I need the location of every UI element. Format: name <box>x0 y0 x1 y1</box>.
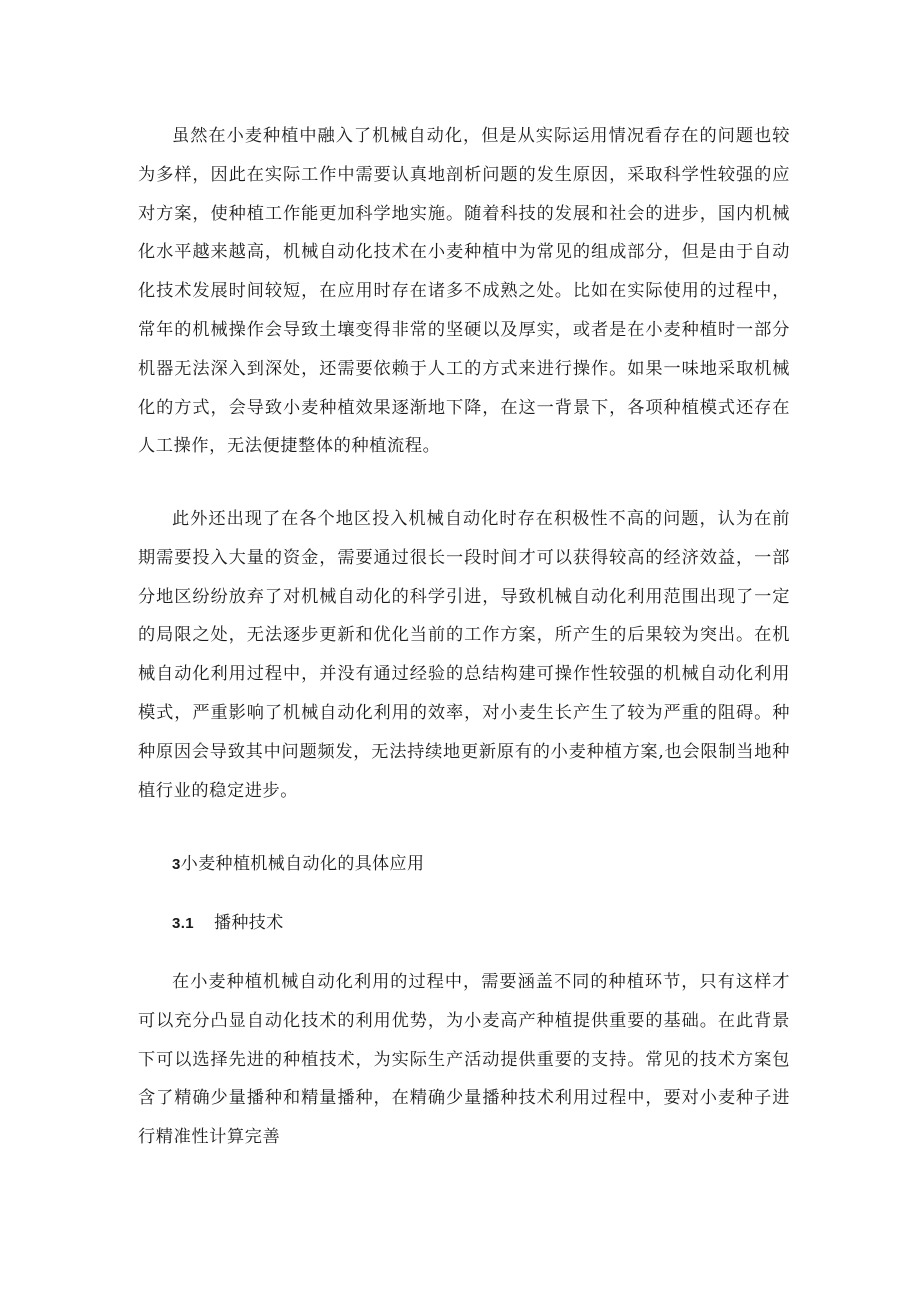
subsection-heading <box>172 911 284 936</box>
section-heading <box>172 852 424 877</box>
subsection-number: 3.1 <box>172 915 195 932</box>
subsection-title: 播种技术 <box>214 913 284 933</box>
section-number: 3 <box>172 856 181 873</box>
section-title: 小麦种植机械自动化的具体应用 <box>180 854 425 874</box>
body-paragraph-2: 此外还出现了在各个地区投入机械自动化时存在积极性不高的问题，认为在前期需要投入大量的资金，需要通过很长一段时间才可以获得较高的经济效益，一部分地区纷纷放弃了对机械自动化的科学引进，导致机械自动化利用范围出现了一定的局限之处，无法逐步更新和优化当前的工作方案，所产生的后果较为突出。在机械自动化利用过程中，并没有通过经验的总结构建可操作性较强的机械自动化利用模式，严重影响了机械自动化利用的效率，对小麦生长产生了较为严重的阻碍。种种原因会导致其中问题频发，无法持续地更新原有的小麦种植方案,也会限制当地种植行业的稳定进步。 <box>138 509 790 801</box>
body-paragraph-1: 虽然在小麦种植中融入了机械自动化，但是从实际运用情况看存在的问题也较为多样，因此在实际工作中需要认真地剖析问题的发生原因，采取科学性较强的应对方案，使种植工作能更加科学地实施。随着科技的发展和社会的进步，国内机械化水平越来越高，机械自动化技术在小麦种植中为常见的组成部分，但是由于自动化技术发展时间较短，在应用时存在诸多不成熟之处。比如在实际使用的过程中，常年的机械操作会导致土壤变得非常的坚硬以及厚实，或者是在小麦种植时一部分机器无法深入到深处，还需要依赖于人工的方式来进行操作。如果一味地采取机械化的方式，会导致小麦种植效果逐渐地下降，在这一背景下，各项种植模式还存在人工操作，无法便捷整体的种植流程。 <box>138 126 790 457</box>
body-paragraph-3: 在小麦种植机械自动化利用的过程中，需要涵盖不同的种植环节，只有这样才可以充分凸显自动化技术的利用优势，为小麦高产种植提供重要的基础。在此背景下可以选择先进的种植技术，为实际生产活动提供重要的支持。常见的技术方案包含了精确少量播种和精量播种，在精确少量播种技术利用过程中，要对小麦种子进行精准性计算完善 <box>138 972 790 1148</box>
